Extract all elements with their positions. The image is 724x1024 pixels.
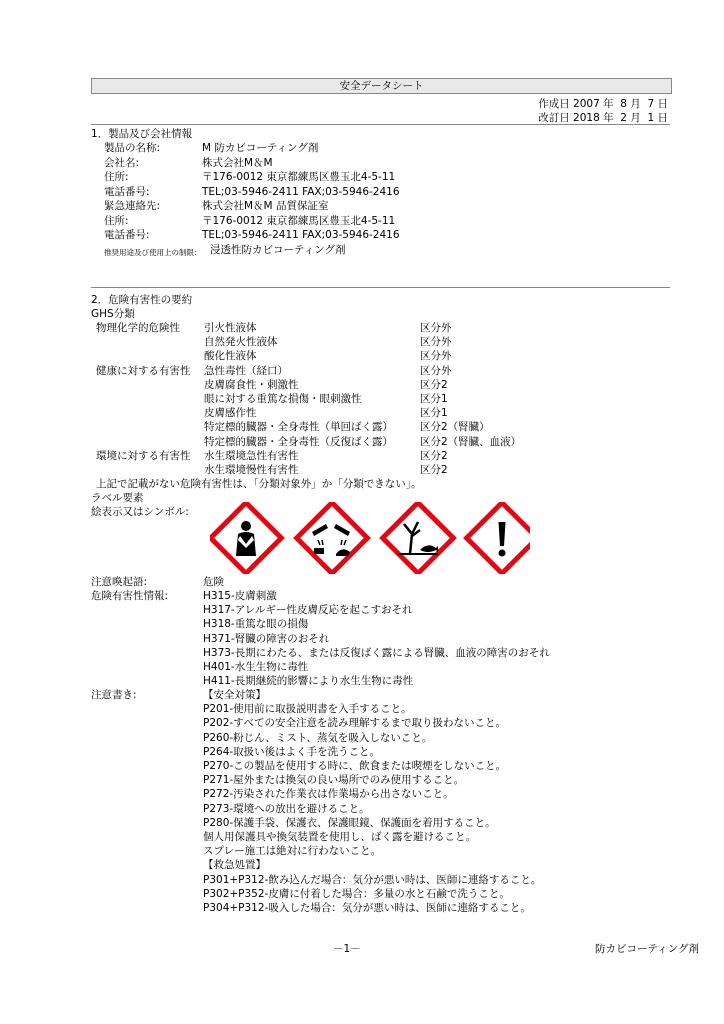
- info-value: M 防カビコーティング剤: [202, 142, 319, 154]
- hazard-class: 特定標的臓器・全身毒性（反復ばく露）: [204, 435, 393, 448]
- precaution-statement: 【救急処置】: [203, 859, 266, 872]
- precaution-statement: P264-取扱い後はよく手を洗うこと。: [203, 745, 381, 758]
- signal-word-label: 注意喚起語:: [91, 576, 148, 588]
- hazard-statements-label: 危険有害性情報:: [91, 590, 169, 602]
- hazard-category: 区分外: [420, 350, 452, 363]
- hazard-class: 特定標的臓器・全身毒性（単回ばく露）: [204, 421, 393, 434]
- hazard-statement: H371-腎臓の障害のおそれ: [203, 632, 330, 645]
- hazard-statement: H315-皮膚刺激: [203, 590, 277, 602]
- precautions-label: 注意書き:: [91, 689, 137, 701]
- info-value: TEL;03-5946-2411 FAX;03-5946-2416: [202, 229, 400, 241]
- info-label: 緊急連絡先:: [104, 200, 161, 212]
- hazard-category: 区分2（腎臓）: [420, 421, 490, 434]
- hazard-class: 自然発火性液体: [204, 336, 278, 349]
- info-value: TEL;03-5946-2411 FAX;03-5946-2416: [202, 185, 400, 198]
- precaution-statement: P272-汚染された作業衣は作業場から出さないこと。: [203, 788, 454, 801]
- page-number: －1－: [333, 943, 361, 955]
- section1-heading: 1．製品及び会社情報: [91, 128, 193, 140]
- hazard-class: 水生環境慢性有害性: [204, 464, 299, 476]
- info-label: 電話番号:: [104, 185, 150, 198]
- precaution-statement: P260-粉じん、ミスト、蒸気を吸入しないこと。: [203, 731, 433, 744]
- hazard-class: 水生環境急性有害性: [204, 449, 299, 462]
- precaution-statement: P304+P312-吸入した場合：気分が悪い時は、医師に連絡すること。: [203, 902, 531, 914]
- hazard-category: 区分外: [420, 364, 452, 377]
- hazard-group: 物理化学的危険性: [96, 322, 180, 334]
- hazard-class: 急性毒性（経口）: [204, 364, 288, 377]
- info-label: 製品の名称:: [104, 142, 161, 154]
- precaution-statement: P202-すべての安全注意を読み理解するまで取り扱わないこと。: [203, 717, 506, 730]
- usage-value: 浸透性防カビコーティング剤: [210, 244, 346, 256]
- precaution-statement: P201-使用前に取扱説明書を入手すること。: [203, 703, 412, 716]
- precaution-statement: P301+P312-飲み込んだ場合：気分が悪い時は、医師に連絡すること。: [203, 873, 542, 886]
- ghs-heading: GHS分類: [91, 308, 135, 320]
- info-label: 住所:: [104, 171, 129, 183]
- info-label: 電話番号:: [104, 229, 150, 241]
- corrosion-icon: [297, 503, 368, 574]
- precaution-statement: P271-屋外または換気の良い場所でのみ使用すること。: [203, 774, 465, 787]
- revised-date: 改訂日 2018 年 2 月 1 日: [538, 112, 668, 124]
- precaution-statement: P273-環境への放出を避けること。: [203, 802, 370, 815]
- info-label: 住所:: [104, 214, 129, 227]
- hazard-category: 区分外: [420, 322, 452, 334]
- hazard-category: 区分2: [420, 464, 448, 476]
- divider: [91, 124, 670, 125]
- usage-label: 推奨用途及び使用上の制限:: [104, 248, 197, 257]
- hazard-category: 区分2（腎臓、血液）: [420, 435, 522, 448]
- classification-note: 上記で記載がない危険有害性は、「分類対象外」か「分類できない」。: [96, 478, 422, 490]
- precaution-statement: 【安全対策】: [203, 689, 266, 701]
- hazard-statement: H401-水生生物に毒性: [203, 661, 309, 673]
- hazard-statement: H317-アレルギー性皮膚反応を起こすおそれ: [203, 604, 413, 617]
- precaution-statement: P302+P352-皮膚に付着した場合：多量の水と石鹸で洗うこと。: [203, 887, 510, 900]
- hazard-category: 区分1: [420, 407, 448, 420]
- hazard-statement: H373-長期にわたる、または反復ばく露による腎臓、血液の障害のおそれ: [203, 646, 550, 659]
- environment-icon: [383, 503, 454, 574]
- hazard-class: 皮膚腐食性・刺激性: [204, 378, 299, 391]
- document-title: 安全データシート: [91, 78, 672, 94]
- hazard-class: 引火性液体: [204, 322, 257, 334]
- created-date: 作成日 2007 年 8 月 7 日: [538, 98, 668, 110]
- exclamation-icon: [467, 503, 530, 574]
- info-value: 株式会社M＆M: [202, 156, 273, 169]
- ghs-pictograms: [210, 502, 530, 574]
- hazard-group: 環境に対する有害性: [96, 449, 191, 462]
- precaution-statement: 個人用保護具や換気装置を使用し、ばく露を避けること。: [203, 831, 476, 843]
- hazard-class: 皮膚感作性: [204, 407, 257, 420]
- footer-product: 防カビコーティング剤: [595, 943, 699, 955]
- pictogram-label: 絵表示又はシンボル:: [91, 506, 189, 518]
- hazard-group: 健康に対する有害性: [96, 364, 191, 377]
- hazard-category: 区分外: [420, 336, 452, 349]
- hazard-category: 区分2: [420, 378, 448, 391]
- hazard-category: 区分1: [420, 393, 448, 405]
- precaution-statement: P270-この製品を使用する時に、飲食または喫煙をしないこと。: [203, 760, 507, 772]
- hazard-statement: H318-重篤な眼の損傷: [203, 618, 309, 631]
- info-label: 会社名:: [104, 156, 140, 169]
- hazard-class: 酸化性液体: [204, 350, 257, 363]
- info-value: 〒176-0012 東京都練馬区豊玉北4-5-11: [202, 171, 396, 183]
- hazard-statement: H411-長期継続的影響により水生生物に毒性: [203, 675, 414, 688]
- info-value: 株式会社M＆M 品質保証室: [202, 200, 329, 212]
- section2-heading: 2．危険有害性の要約: [91, 294, 193, 306]
- precaution-statement: P280-保護手袋、保護衣、保護眼鏡、保護面を着用すること。: [203, 816, 496, 829]
- signal-word: 危険: [203, 576, 224, 588]
- precaution-statement: スプレー施工は絶対に行わないこと。: [203, 845, 382, 858]
- hazard-class: 眼に対する重篤な損傷・眼刺激性: [204, 393, 362, 405]
- divider: [91, 287, 670, 288]
- label-elements-heading: ラベル要素: [91, 492, 144, 504]
- info-value: 〒176-0012 東京都練馬区豊玉北4-5-11: [202, 214, 396, 227]
- health-hazard-icon: [211, 503, 282, 574]
- hazard-category: 区分2: [420, 449, 448, 462]
